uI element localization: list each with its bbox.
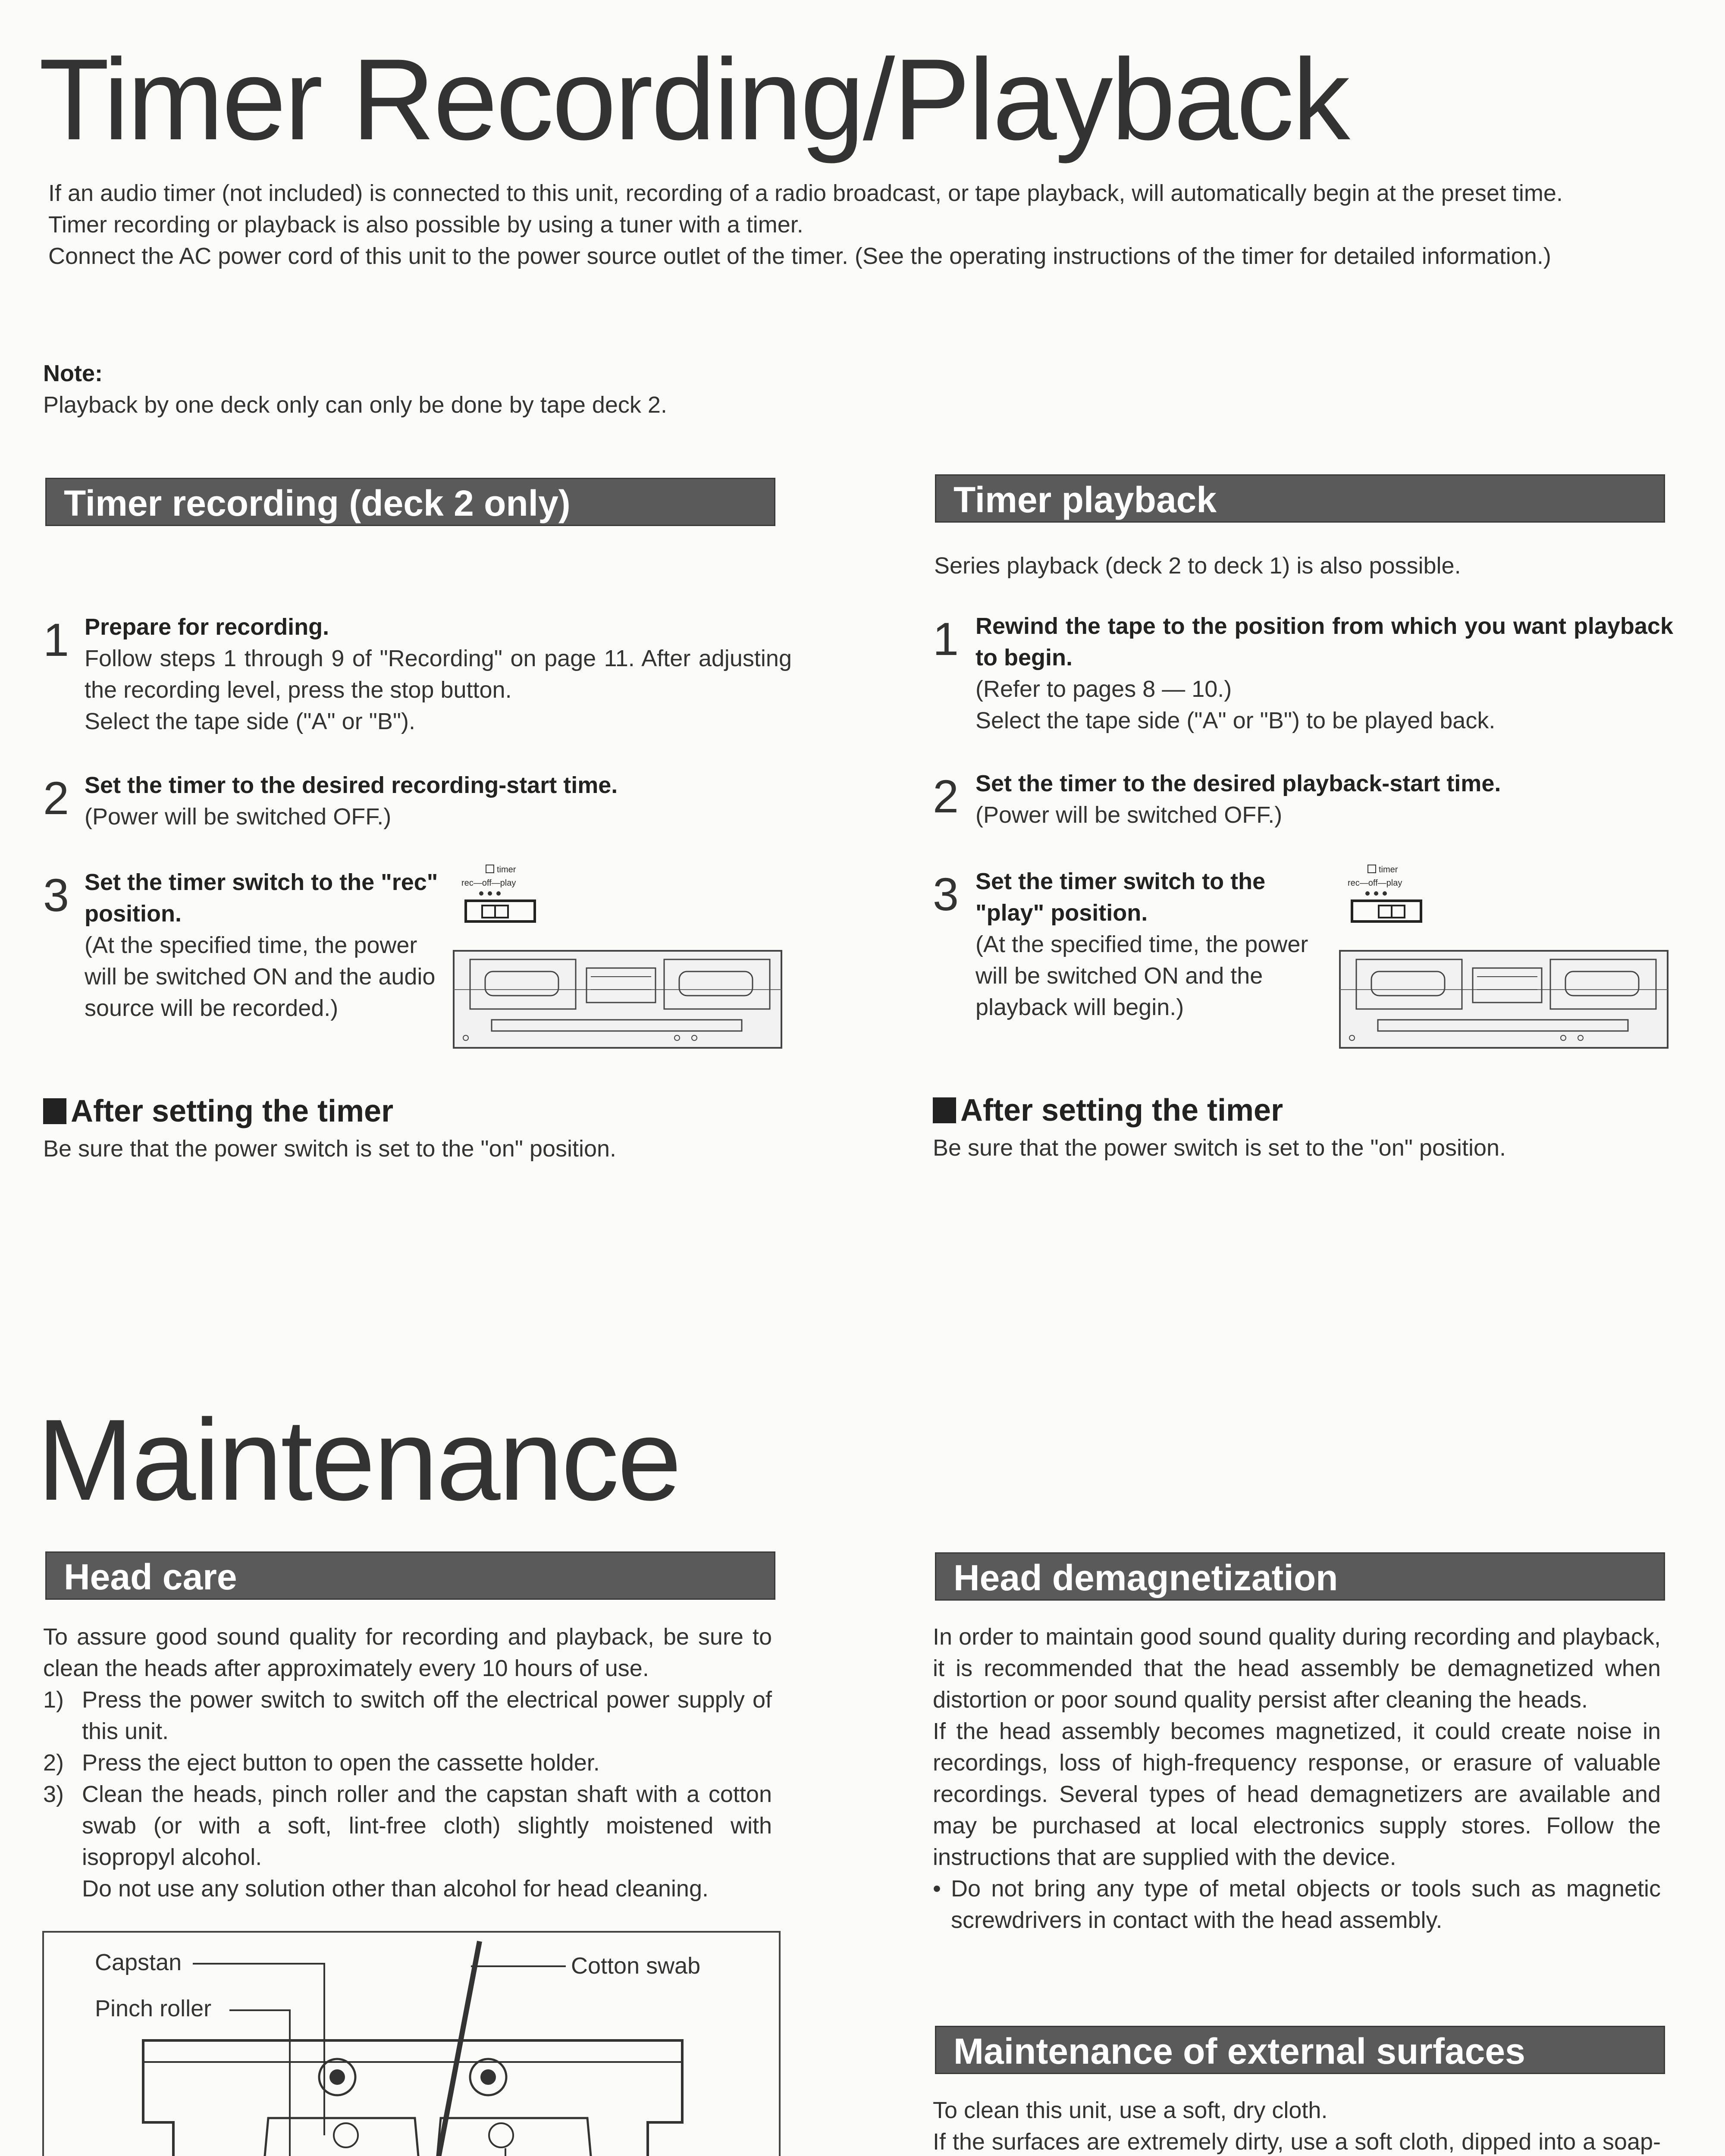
section-heading-head-care: Head care — [45, 1551, 775, 1600]
deck-illustration-play — [1339, 865, 1675, 1059]
play-step-2-number: 2 — [933, 770, 959, 822]
bullet-icon: • — [933, 1876, 941, 1902]
note-label: Note: — [43, 360, 103, 386]
demag-bullet: • Do not bring any type of metal objects or tools such as magnetic screwdrivers in contact with the head assembly. — [933, 1873, 1661, 1936]
section-heading-timer-playback: Timer playback — [935, 474, 1665, 523]
switch-positions-label: rec—off—play — [461, 878, 516, 888]
label-capstan-left: Capstan — [95, 1949, 182, 1975]
play-step-2 — [975, 768, 1673, 831]
play-step-1 — [975, 611, 1673, 736]
play-step-3-number: 3 — [933, 868, 959, 920]
play-step-3 — [975, 866, 1333, 1023]
rec-step-2-number: 2 — [43, 772, 69, 824]
play-step-1-text: (Refer to pages 8 — 10.) — [975, 676, 1232, 702]
note-text: Playback by one deck only can only be done by tape deck 2. — [43, 392, 667, 418]
rec-step-3 — [85, 867, 442, 1024]
head-care-intro: To assure good sound quality for recording and playback, be sure to clean the heads after approximately every 10 hours of use. — [43, 1624, 772, 1681]
page-title-timer: Timer Recording/Playback — [39, 34, 1349, 164]
switch-positions-label: rec—off—play — [1348, 878, 1402, 888]
head-care-text — [43, 1621, 772, 1905]
rec-step-1 — [85, 611, 792, 737]
head-care-step: 2) Press the eject button to open the cassette holder. — [43, 1750, 600, 1776]
rec-step-2-title: Set the timer to the desired recording-start time. — [85, 772, 618, 798]
rec-after-heading: After setting the timer — [43, 1094, 393, 1129]
play-step-3-title: Set the timer switch to the "play" position. — [975, 868, 1266, 926]
play-step-2-text: (Power will be switched OFF.) — [975, 802, 1283, 828]
square-bullet-icon — [933, 1097, 956, 1123]
timer-intro — [48, 178, 1661, 272]
cassette-deck-icon — [1339, 865, 1675, 1059]
intro-paragraph-2: Timer recording or playback is also possible by using a tuner with a timer. — [48, 212, 803, 238]
play-after-text: Be sure that the power switch is set to the "on" position. — [933, 1135, 1506, 1161]
label-pinch-roller-left: Pinch roller — [95, 1996, 212, 2021]
timer-label: timer — [497, 865, 516, 874]
play-step-2-title: Set the timer to the desired playback-start time. — [975, 771, 1501, 796]
demag-paragraph-2: If the head assembly becomes magnetized, it could create noise in recordings, loss of high-frequency response, or erasure of valuable recordings. Several types of head demagnetizers are available and may be purchased at local electronics supply stores. Follow the instructions that are supplied with the device. — [933, 1718, 1661, 1870]
play-step-1-text2: Select the tape side ("A" or "B") to be played back. — [975, 708, 1496, 733]
rec-step-1-number: 1 — [43, 614, 69, 666]
intro-paragraph-3: Connect the AC power cord of this unit to the power source outlet of the timer. (See the operating instructions of the timer for detailed information.) — [48, 243, 1551, 269]
intro-paragraph-1: If an audio timer (not included) is connected to this unit, recording of a radio broadcast, or tape playback, will automatically begin at the preset time. — [48, 180, 1563, 206]
head-care-warning: Do not use any solution other than alcohol for head cleaning. — [82, 1876, 709, 1902]
label-cotton-swab: Cotton swab — [571, 1953, 701, 1979]
external-text — [933, 2095, 1661, 2156]
timer-label: timer — [1379, 865, 1398, 874]
rec-after-text: Be sure that the power switch is set to the "on" position. — [43, 1136, 617, 1162]
demag-text — [933, 1621, 1661, 1936]
playback-intro: Series playback (deck 2 to deck 1) is also possible. — [934, 553, 1461, 579]
rec-step-3-title: Set the timer switch to the "rec" position. — [85, 869, 438, 927]
section-heading-head-demagnetization: Head demagnetization — [935, 1552, 1665, 1601]
deck-illustration-rec — [453, 865, 789, 1059]
play-step-1-number: 1 — [933, 613, 959, 665]
head-care-step: 1) Press the power switch to switch off the electrical power supply of this unit. — [43, 1687, 772, 1744]
play-step-3-text: (At the specified time, the power will be switched ON and the playback will begin.) — [975, 931, 1308, 1020]
play-step-1-title: Rewind the tape to the position from which you want playback to begin. — [975, 613, 1673, 671]
head-care-step: 3) Clean the heads, pinch roller and the capstan shaft with a cotton swab (or with a soft, lint-free cloth) slightly moistened with isopropyl alcohol. — [43, 1781, 772, 1870]
rec-step-1-text2: Select the tape side ("A" or "B"). — [85, 708, 416, 734]
square-bullet-icon — [43, 1098, 66, 1124]
external-line-1: To clean this unit, use a soft, dry cloth. — [933, 2097, 1328, 2123]
rec-step-1-title: Prepare for recording. — [85, 614, 329, 640]
page-title-maintenance: Maintenance — [37, 1395, 680, 1524]
section-heading-external-surfaces: Maintenance of external surfaces — [935, 2026, 1665, 2074]
demag-paragraph-1: In order to maintain good sound quality during recording and playback, it is recommended that the head assembly be demagnetized when distortion or poor sound quality persist after cleaning the heads. — [933, 1624, 1661, 1713]
cassette-deck-icon — [453, 865, 789, 1059]
head-cleaning-figure — [42, 1931, 781, 2156]
external-line-2: If the surfaces are extremely dirty, use a soft cloth, dipped into a soap- — [933, 2129, 1661, 2155]
rec-step-1-text: Follow steps 1 through 9 of "Recording" on page 11. After adjusting the recording level, press the stop button. — [85, 646, 792, 703]
rec-step-2 — [85, 770, 792, 833]
rec-step-3-number: 3 — [43, 869, 69, 921]
section-heading-timer-recording: Timer recording (deck 2 only) — [45, 478, 775, 526]
play-after-heading: After setting the timer — [933, 1093, 1283, 1128]
rec-step-3-text: (At the specified time, the power will be switched ON and the audio source will be recorded.) — [85, 932, 436, 1021]
rec-step-2-text: (Power will be switched OFF.) — [85, 804, 392, 830]
head-care-steps — [43, 1684, 772, 1873]
